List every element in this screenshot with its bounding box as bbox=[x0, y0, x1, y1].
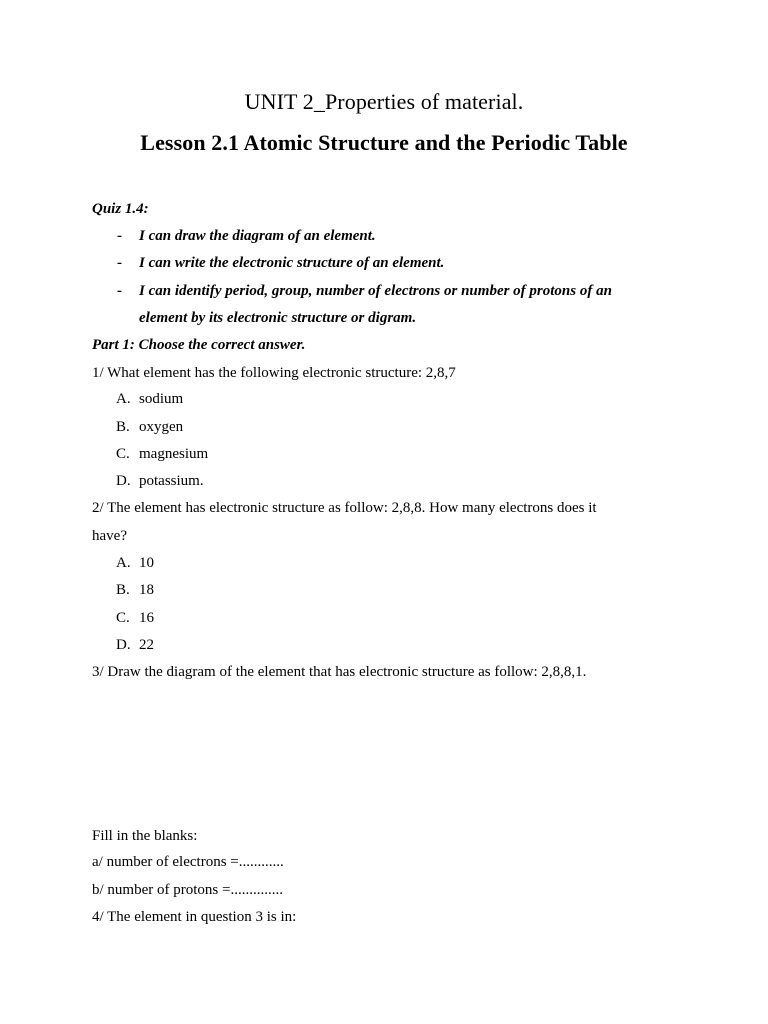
option-text: 16 bbox=[139, 610, 154, 626]
objective-bullet: - bbox=[117, 283, 122, 299]
question-2: 2/ The element has electronic structure as follow: 2,8,8. How many electrons does it bbox=[92, 500, 597, 516]
objective-item: I can write the electronic structure of an element. bbox=[139, 255, 445, 271]
objective-item: I can draw the diagram of an element. bbox=[139, 228, 376, 244]
quiz-label: Quiz 1.4: bbox=[92, 201, 149, 217]
option-text: 10 bbox=[139, 555, 154, 571]
fill-blank-electrons: a/ number of electrons =............ bbox=[92, 854, 284, 870]
option-letter: D. bbox=[116, 473, 131, 489]
part1-heading: Part 1: Choose the correct answer. bbox=[92, 337, 306, 353]
fill-blanks-heading: Fill in the blanks: bbox=[92, 828, 198, 844]
option-letter: B. bbox=[116, 419, 130, 435]
option-letter: B. bbox=[116, 582, 130, 598]
objective-item-continuation: element by its electronic structure or digram. bbox=[139, 310, 417, 326]
option-text: 18 bbox=[139, 582, 154, 598]
option-letter: A. bbox=[116, 555, 131, 571]
question-1: 1/ What element has the following electronic structure: 2,8,7 bbox=[92, 365, 456, 381]
option-letter: A. bbox=[116, 391, 131, 407]
lesson-title: Lesson 2.1 Atomic Structure and the Periodic Table bbox=[140, 130, 628, 155]
question-2-continuation: have? bbox=[92, 528, 127, 544]
unit-title: UNIT 2_Properties of material. bbox=[244, 89, 524, 114]
option-text: 22 bbox=[139, 637, 154, 653]
option-text: potassium. bbox=[139, 473, 204, 489]
option-letter: C. bbox=[116, 446, 130, 462]
objective-bullet: - bbox=[117, 228, 122, 244]
option-letter: C. bbox=[116, 610, 130, 626]
objective-item: I can identify period, group, number of electrons or number of protons of an bbox=[139, 283, 612, 299]
objective-bullet: - bbox=[117, 255, 122, 271]
option-text: magnesium bbox=[139, 446, 209, 462]
option-text: sodium bbox=[139, 391, 184, 407]
option-letter: D. bbox=[116, 637, 131, 653]
question-4: 4/ The element in question 3 is in: bbox=[92, 909, 297, 925]
question-3: 3/ Draw the diagram of the element that has electronic structure as follow: 2,8,8,1. bbox=[92, 664, 587, 680]
option-text: oxygen bbox=[139, 419, 184, 435]
fill-blank-protons: b/ number of protons =.............. bbox=[92, 882, 283, 898]
